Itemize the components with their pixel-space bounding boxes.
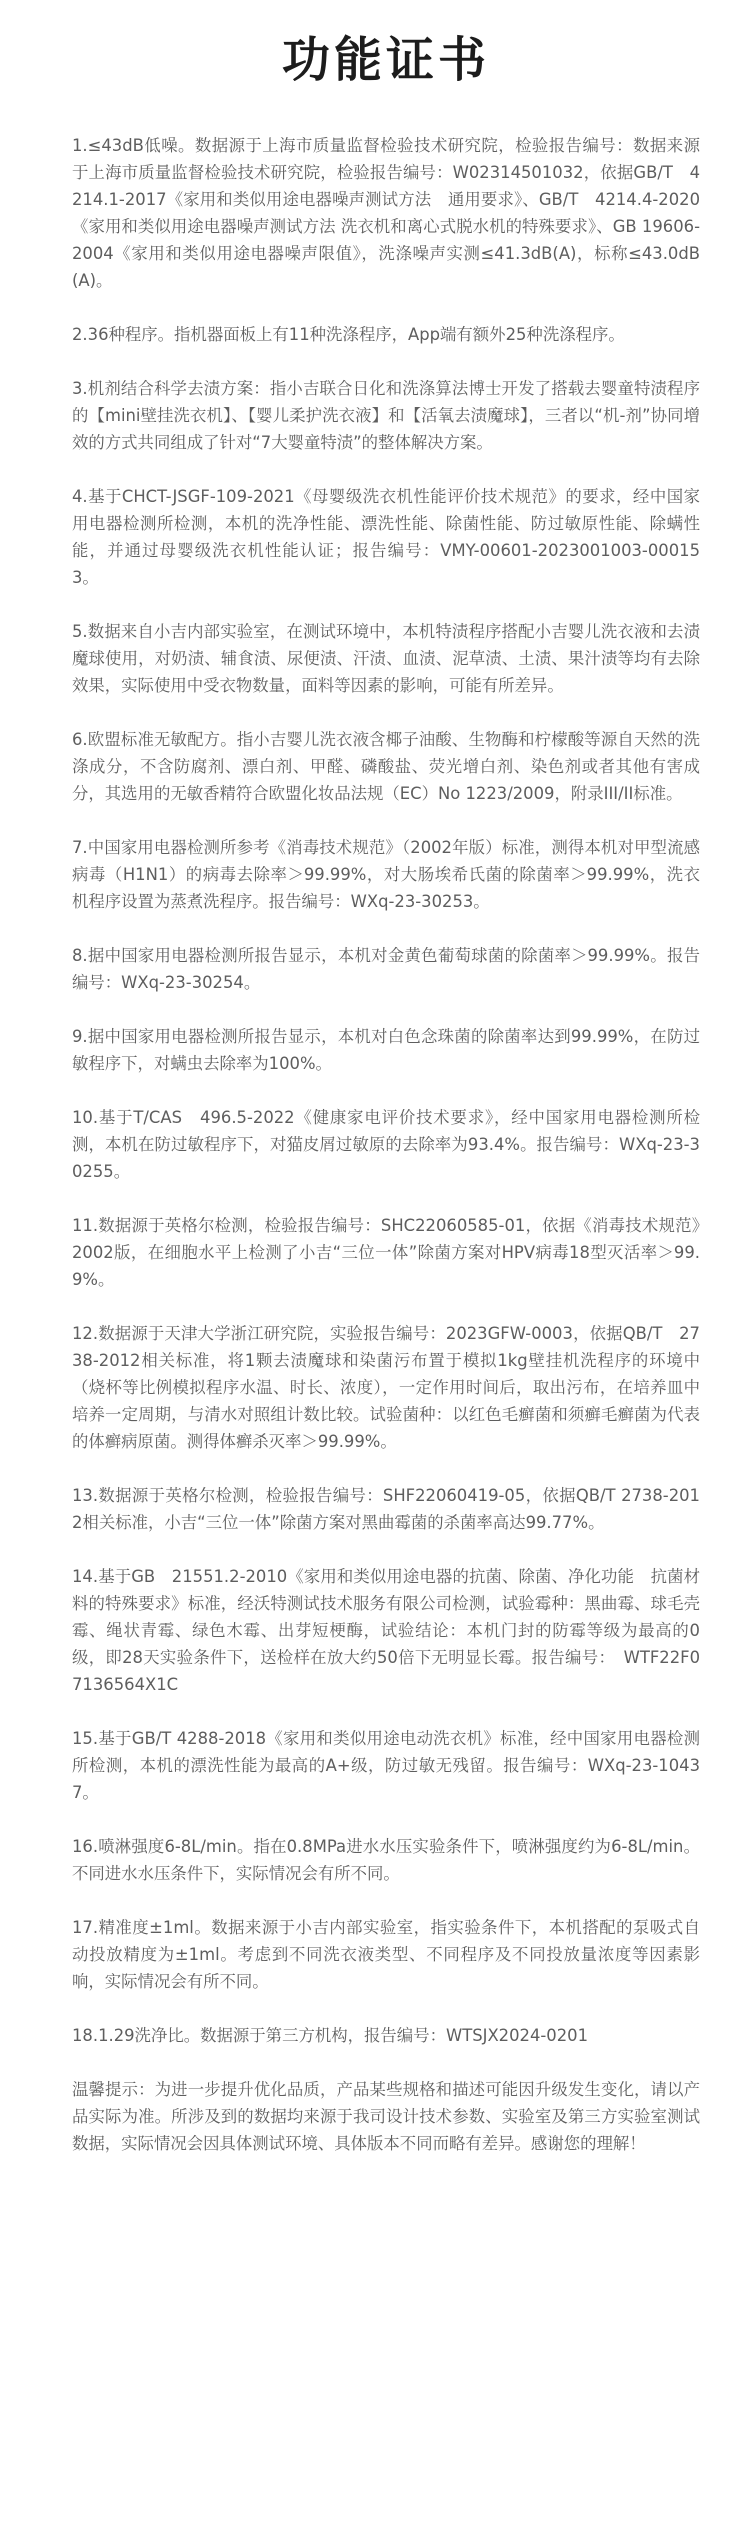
certificate-item: 16.喷淋强度6-8L/min。指在0.8MPa进水水压实验条件下，喷淋强度约为6-8L/min。不同进水水压条件下，实际情况会有所不同。 [72,1837,700,1883]
certificate-item: 7.中国家用电器检测所参考《消毒技术规范》（2002年版）标准，测得本机对甲型流感病毒（H1N1）的病毒去除率＞99.99%，对大肠埃希氏菌的除菌率＞99.99%，洗衣机程序设置为蒸煮洗程序。报告编号：WXq-23-30253。 [72,838,700,911]
certificate-item: 3.机剂结合科学去渍方案：指小吉联合日化和洗涤算法博士开发了搭载去婴童特渍程序的【mini壁挂洗衣机】、【婴儿柔护洗衣液】和【活氧去渍魔球】，三者以“机-剂”协同增效的方式共同组成了针对“7大婴童特渍”的整体解决方案。 [72,379,700,452]
tips-paragraph: 温馨提示：为进一步提升优化品质，产品某些规格和描述可能因升级发生变化，请以产品实际为准。所涉及到的数据均来源于我司设计技术参数、实验室及第三方实验室测试数据，实际情况会因具体测试环境、具体版本不同而略有差异。感谢您的理解！ [72,2080,700,2153]
certificate-item: 1.≤43dB低噪。数据源于上海市质量监督检验技术研究院，检验报告编号：数据来源于上海市质量监督检验技术研究院，检验报告编号：W02314501032，依据GB/T 4214.1-2017《家用和类似用途电器噪声测试方法 通用要求》、GB/T 4214.4-2020《家用和类似用途电器噪声测试方法 洗衣机和离心式脱水机的特殊要求》、GB 19606-2004《家用和类似用途电器噪声限值》，洗涤噪声实测≤41.3dB(A)，标称≤43.0dB(A)。 [72,136,700,290]
certificate-item: 13.数据源于英格尔检测，检验报告编号：SHF22060419-05，依据QB/T 2738-2012相关标准，小吉“三位一体”除菌方案对黑曲霉菌的杀菌率高达99.77%。 [72,1486,700,1532]
certificate-item: 9.据中国家用电器检测所报告显示，本机对白色念珠菌的除菌率达到99.99%，在防过敏程序下，对螨虫去除率为100%。 [72,1027,700,1073]
certificate-item: 15.基于GB/T 4288-2018《家用和类似用途电动洗衣机》标准，经中国家用电器检测所检测，本机的漂洗性能为最高的A+级，防过敏无残留。报告编号：WXq-23-10437。 [72,1729,700,1802]
certificate-item: 17.精准度±1ml。数据来源于小吉内部实验室，指实验条件下，本机搭配的泵吸式自动投放精度为±1ml。考虑到不同洗衣液类型、不同程序及不同投放量浓度等因素影响，实际情况会有所不同。 [72,1918,700,1991]
certificate-item: 18.1.29洗净比。数据源于第三方机构，报告编号：WTSJX2024-0201 [72,2026,589,2045]
certificate-item: 2.36种程序。指机器面板上有11种洗涤程序，App端有额外25种洗涤程序。 [72,325,625,344]
certificate-item: 4.基于CHCT-JSGF-109-2021《母婴级洗衣机性能评价技术规范》的要求，经中国家用电器检测所检测，本机的洗净性能、漂洗性能、除菌性能、防过敏原性能、除螨性能，并通过母婴级洗衣机性能认证；报告编号：VMY-00601-2023001003-000153。 [72,487,700,587]
certificate-item: 8.据中国家用电器检测所报告显示，本机对金黄色葡萄球菌的除菌率＞99.99%。报告编号：WXq-23-30254。 [72,946,700,992]
certificate-item: 10.基于T/CAS 496.5-2022《健康家电评价技术要求》，经中国家用电器检测所检测，本机在防过敏程序下，对猫皮屑过敏原的去除率为93.4%。报告编号：WXq-23-30255。 [72,1108,700,1181]
page-title: 功能证书 [281,32,490,88]
certificate-item: 14.基于GB 21551.2-2010《家用和类似用途电器的抗菌、除菌、净化功能 抗菌材料的特殊要求》标准，经沃特测试技术服务有限公司检测，试验霉种：黑曲霉、球毛壳霉、绳状青霉、绿色木霉、出芽短梗酶，试验结论：本机门封的防霉等级为最高的0级，即28天实验条件下，送检样在放大约50倍下无明显长霉。报告编号： WTF22F07136564X1C [72,1567,700,1694]
certificate-items [72,132,700,2157]
certificate-item: 5.数据来自小吉内部实验室，在测试环境中，本机特渍程序搭配小吉婴儿洗衣液和去渍魔球使用，对奶渍、辅食渍、尿便渍、汗渍、血渍、泥草渍、土渍、果汁渍等均有去除效果，实际使用中受衣物数量，面料等因素的影响，可能有所差异。 [72,622,700,695]
certificate-item: 6.欧盟标准无敏配方。指小吉婴儿洗衣液含椰子油酸、生物酶和柠檬酸等源自天然的洗涤成分，不含防腐剂、漂白剂、甲醛、磷酸盐、荧光增白剂、染色剂或者其他有害成分，其选用的无敏香精符合欧盟化妆品法规（EC）No 1223/2009，附录III/II标准。 [72,730,700,803]
certificate-item: 11.数据源于英格尔检测，检验报告编号：SHC22060585-01，依据《消毒技术规范》2002版，在细胞水平上检测了小吉“三位一体”除菌方案对HPV病毒18型灭活率＞99.9%。 [72,1216,700,1289]
certificate-item: 12.数据源于天津大学浙江研究院，实验报告编号：2023GFW-0003，依据QB/T 2738-2012相关标准，将1颗去渍魔球和染菌污布置于模拟1kg壁挂机洗程序的环境中（烧杯等比例模拟程序水温、时长、浓度），一定作用时间后，取出污布，在培养皿中培养一定周期，与清水对照组计数比较。试验菌种：以红色毛癣菌和须癣毛癣菌为代表的体癣病原菌。测得体癣杀灭率＞99.99%。 [72,1324,700,1451]
